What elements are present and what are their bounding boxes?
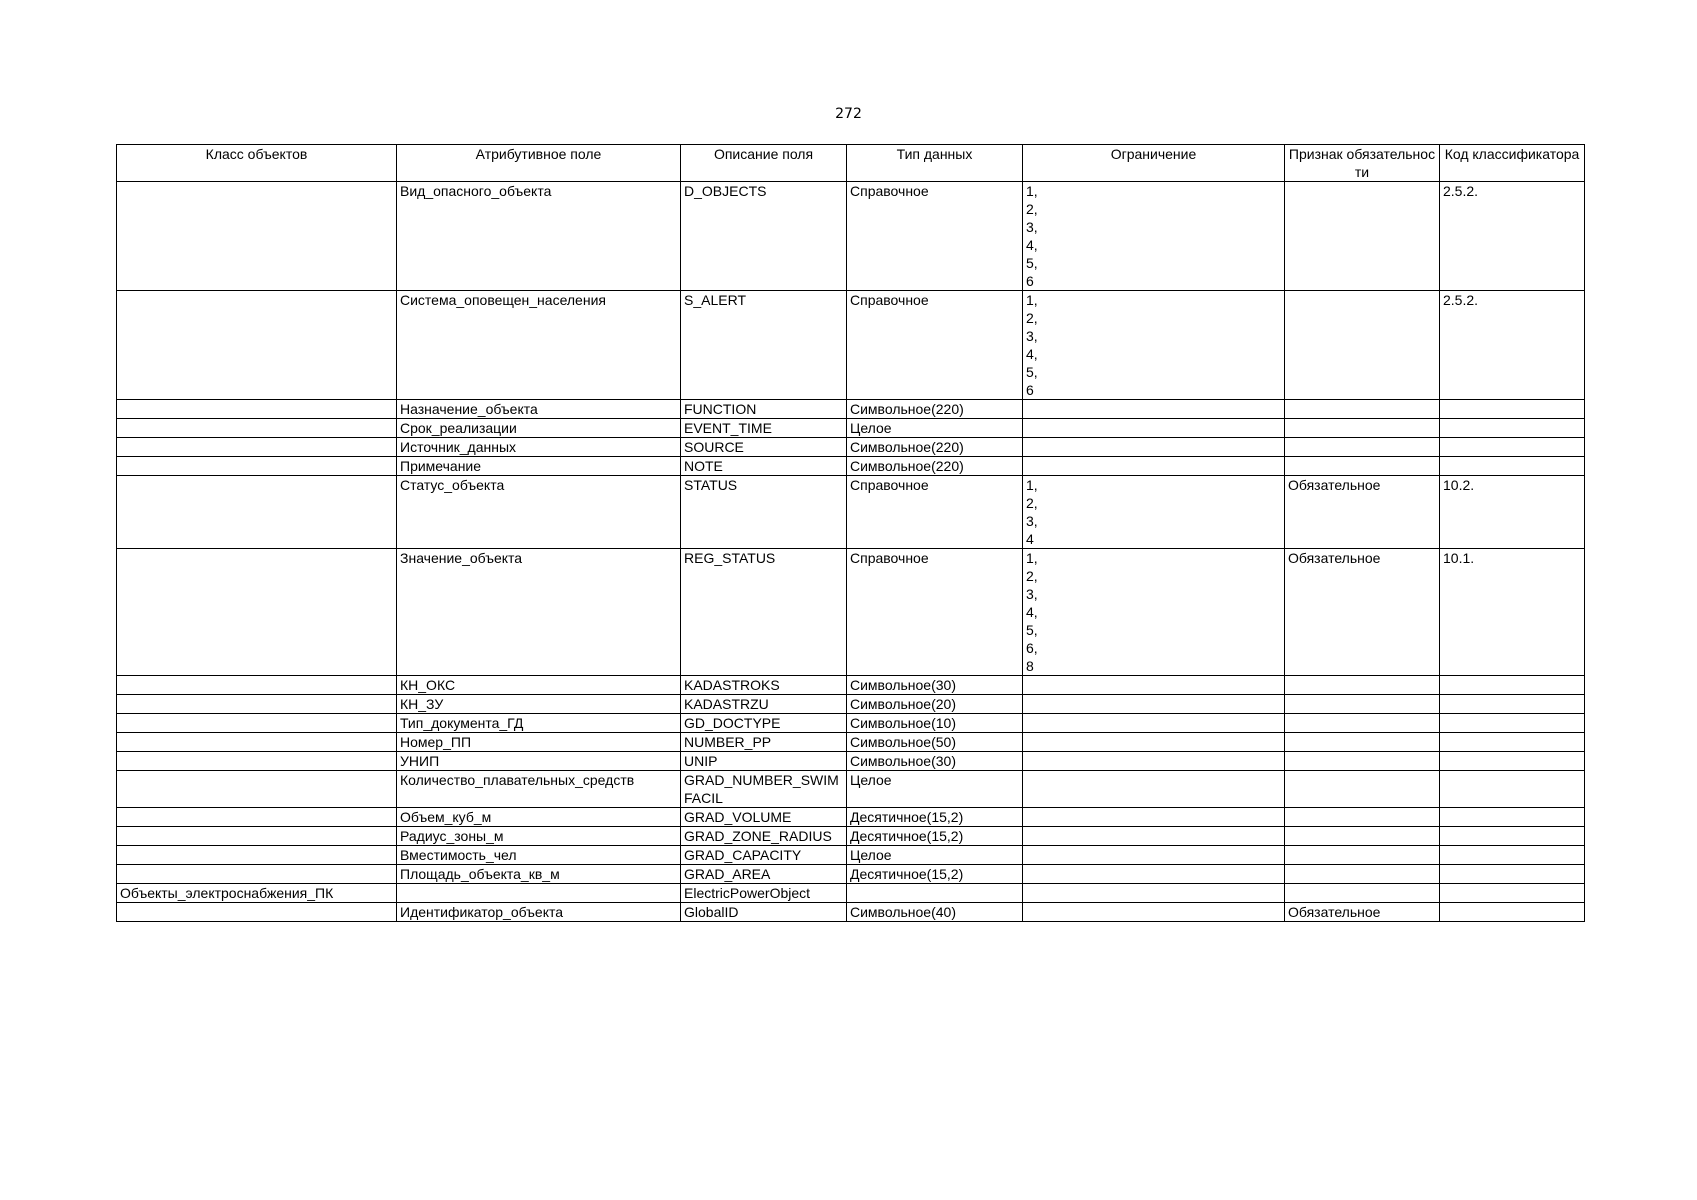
cell-classifier-code: [1440, 884, 1585, 903]
cell-data-type: Целое: [847, 846, 1023, 865]
cell-object-class: [117, 182, 397, 291]
cell-classifier-code: 2.5.2.: [1440, 182, 1585, 291]
cell-classifier-code: [1440, 714, 1585, 733]
cell-object-class: [117, 438, 397, 457]
cell-object-class: Объекты_электроснабжения_ПК: [117, 884, 397, 903]
table-row: [117, 676, 1585, 695]
cell-data-type: Символьное(10): [847, 714, 1023, 733]
table-body: [117, 182, 1585, 922]
cell-mandatory-flag: Обязательное: [1285, 549, 1440, 676]
cell-classifier-code: [1440, 752, 1585, 771]
cell-field-description: GRAD_VOLUME: [681, 808, 847, 827]
cell-constraint: [1023, 733, 1285, 752]
table-row: [117, 438, 1585, 457]
cell-attribute-field: КН_ЗУ: [397, 695, 681, 714]
cell-field-description: GRAD_ZONE_RADIUS: [681, 827, 847, 846]
cell-field-description: EVENT_TIME: [681, 419, 847, 438]
cell-attribute-field: Система_оповещен_населения: [397, 291, 681, 400]
cell-constraint: [1023, 676, 1285, 695]
table-row: [117, 714, 1585, 733]
cell-attribute-field: Номер_ПП: [397, 733, 681, 752]
cell-field-description: NOTE: [681, 457, 847, 476]
cell-field-description: SOURCE: [681, 438, 847, 457]
cell-mandatory-flag: [1285, 676, 1440, 695]
table-row: [117, 549, 1585, 676]
cell-field-description: NUMBER_PP: [681, 733, 847, 752]
cell-classifier-code: [1440, 827, 1585, 846]
table-row: [117, 827, 1585, 846]
cell-data-type: Символьное(30): [847, 676, 1023, 695]
cell-data-type: Справочное: [847, 182, 1023, 291]
page-number: 272: [835, 106, 862, 122]
cell-classifier-code: [1440, 865, 1585, 884]
cell-object-class: [117, 903, 397, 922]
table-row: [117, 419, 1585, 438]
cell-mandatory-flag: Обязательное: [1285, 903, 1440, 922]
cell-classifier-code: [1440, 676, 1585, 695]
cell-field-description: S_ALERT: [681, 291, 847, 400]
cell-constraint: [1023, 752, 1285, 771]
table-row: [117, 808, 1585, 827]
table-row: [117, 457, 1585, 476]
table-row: [117, 733, 1585, 752]
cell-field-description: GRAD_AREA: [681, 865, 847, 884]
cell-object-class: [117, 733, 397, 752]
cell-field-description: KADASTRZU: [681, 695, 847, 714]
cell-attribute-field: Срок_реализации: [397, 419, 681, 438]
cell-mandatory-flag: [1285, 182, 1440, 291]
cell-object-class: [117, 695, 397, 714]
table-row: [117, 752, 1585, 771]
header-object-class: Класс объектов: [117, 145, 397, 182]
cell-data-type: Символьное(40): [847, 903, 1023, 922]
table-header-row: [117, 145, 1585, 182]
header-field-description: Описание поля: [681, 145, 847, 182]
cell-object-class: [117, 419, 397, 438]
header-classifier-code: Код классификатора: [1440, 145, 1585, 182]
cell-constraint: [1023, 903, 1285, 922]
cell-attribute-field: Идентификатор_объекта: [397, 903, 681, 922]
cell-mandatory-flag: [1285, 714, 1440, 733]
cell-mandatory-flag: [1285, 695, 1440, 714]
cell-classifier-code: [1440, 808, 1585, 827]
cell-mandatory-flag: [1285, 884, 1440, 903]
cell-data-type: [847, 884, 1023, 903]
cell-field-description: GlobalID: [681, 903, 847, 922]
cell-constraint: [1023, 695, 1285, 714]
cell-object-class: [117, 865, 397, 884]
header-data-type: Тип данных: [847, 145, 1023, 182]
cell-data-type: Десятичное(15,2): [847, 865, 1023, 884]
cell-field-description: REG_STATUS: [681, 549, 847, 676]
table-row: [117, 476, 1585, 549]
cell-data-type: Справочное: [847, 476, 1023, 549]
cell-mandatory-flag: Обязательное: [1285, 476, 1440, 549]
cell-attribute-field: Объем_куб_м: [397, 808, 681, 827]
cell-mandatory-flag: [1285, 827, 1440, 846]
cell-field-description: STATUS: [681, 476, 847, 549]
cell-mandatory-flag: [1285, 457, 1440, 476]
cell-field-description: GRAD_NUMBER_SWIMFACIL: [681, 771, 847, 808]
cell-constraint: [1023, 438, 1285, 457]
cell-classifier-code: 10.2.: [1440, 476, 1585, 549]
cell-field-description: KADASTROKS: [681, 676, 847, 695]
cell-field-description: FUNCTION: [681, 400, 847, 419]
cell-data-type: Символьное(30): [847, 752, 1023, 771]
cell-object-class: [117, 476, 397, 549]
cell-constraint: [1023, 808, 1285, 827]
cell-classifier-code: [1440, 903, 1585, 922]
cell-object-class: [117, 846, 397, 865]
cell-object-class: [117, 808, 397, 827]
cell-attribute-field: Примечание: [397, 457, 681, 476]
cell-constraint: [1023, 714, 1285, 733]
cell-field-description: UNIP: [681, 752, 847, 771]
cell-mandatory-flag: [1285, 291, 1440, 400]
cell-field-description: GD_DOCTYPE: [681, 714, 847, 733]
cell-data-type: Целое: [847, 771, 1023, 808]
cell-object-class: [117, 827, 397, 846]
cell-mandatory-flag: [1285, 865, 1440, 884]
cell-constraint: 1, 2, 3, 4: [1023, 476, 1285, 549]
cell-constraint: 1, 2, 3, 4, 5, 6: [1023, 291, 1285, 400]
cell-object-class: [117, 291, 397, 400]
cell-attribute-field: Статус_объекта: [397, 476, 681, 549]
cell-data-type: Символьное(20): [847, 695, 1023, 714]
cell-attribute-field: УНИП: [397, 752, 681, 771]
cell-attribute-field: КН_ОКС: [397, 676, 681, 695]
cell-mandatory-flag: [1285, 438, 1440, 457]
cell-constraint: [1023, 419, 1285, 438]
cell-attribute-field: [397, 884, 681, 903]
cell-constraint: [1023, 400, 1285, 419]
cell-mandatory-flag: [1285, 733, 1440, 752]
header-mandatory-flag: Признак обязательности: [1285, 145, 1440, 182]
cell-data-type: Символьное(220): [847, 438, 1023, 457]
cell-classifier-code: 2.5.2.: [1440, 291, 1585, 400]
cell-object-class: [117, 752, 397, 771]
cell-attribute-field: Тип_документа_ГД: [397, 714, 681, 733]
cell-object-class: [117, 771, 397, 808]
cell-data-type: Справочное: [847, 549, 1023, 676]
cell-data-type: Целое: [847, 419, 1023, 438]
cell-object-class: [117, 676, 397, 695]
table-row: [117, 865, 1585, 884]
cell-attribute-field: Вид_опасного_объекта: [397, 182, 681, 291]
cell-classifier-code: [1440, 695, 1585, 714]
cell-constraint: [1023, 827, 1285, 846]
cell-classifier-code: [1440, 419, 1585, 438]
cell-attribute-field: Назначение_объекта: [397, 400, 681, 419]
cell-mandatory-flag: [1285, 771, 1440, 808]
cell-data-type: Символьное(220): [847, 400, 1023, 419]
cell-classifier-code: [1440, 733, 1585, 752]
cell-data-type: Справочное: [847, 291, 1023, 400]
cell-attribute-field: Вместимость_чел: [397, 846, 681, 865]
cell-mandatory-flag: [1285, 400, 1440, 419]
cell-attribute-field: Источник_данных: [397, 438, 681, 457]
cell-attribute-field: Площадь_объекта_кв_м: [397, 865, 681, 884]
cell-data-type: Символьное(220): [847, 457, 1023, 476]
cell-field-description: D_OBJECTS: [681, 182, 847, 291]
cell-constraint: [1023, 457, 1285, 476]
cell-data-type: Символьное(50): [847, 733, 1023, 752]
table-row: [117, 695, 1585, 714]
cell-classifier-code: [1440, 846, 1585, 865]
table-row: [117, 400, 1585, 419]
cell-object-class: [117, 549, 397, 676]
cell-field-description: GRAD_CAPACITY: [681, 846, 847, 865]
cell-constraint: 1, 2, 3, 4, 5, 6, 8: [1023, 549, 1285, 676]
cell-constraint: [1023, 884, 1285, 903]
table-row: [117, 182, 1585, 291]
cell-classifier-code: 10.1.: [1440, 549, 1585, 676]
cell-classifier-code: [1440, 771, 1585, 808]
cell-attribute-field: Значение_объекта: [397, 549, 681, 676]
cell-mandatory-flag: [1285, 808, 1440, 827]
cell-mandatory-flag: [1285, 846, 1440, 865]
table-row: [117, 846, 1585, 865]
cell-object-class: [117, 457, 397, 476]
cell-classifier-code: [1440, 438, 1585, 457]
cell-constraint: [1023, 771, 1285, 808]
table-row: [117, 903, 1585, 922]
cell-object-class: [117, 714, 397, 733]
cell-mandatory-flag: [1285, 419, 1440, 438]
header-attribute-field: Атрибутивное поле: [397, 145, 681, 182]
table-row: [117, 291, 1585, 400]
header-constraint: Ограничение: [1023, 145, 1285, 182]
cell-field-description: ElectricPowerObject: [681, 884, 847, 903]
table-row: [117, 771, 1585, 808]
cell-data-type: Десятичное(15,2): [847, 808, 1023, 827]
cell-constraint: [1023, 846, 1285, 865]
cell-attribute-field: Количество_плавательных_средств: [397, 771, 681, 808]
cell-constraint: 1, 2, 3, 4, 5, 6: [1023, 182, 1285, 291]
cell-object-class: [117, 400, 397, 419]
cell-attribute-field: Радиус_зоны_м: [397, 827, 681, 846]
cell-classifier-code: [1440, 400, 1585, 419]
table-row: [117, 884, 1585, 903]
cell-classifier-code: [1440, 457, 1585, 476]
cell-mandatory-flag: [1285, 752, 1440, 771]
cell-data-type: Десятичное(15,2): [847, 827, 1023, 846]
cell-constraint: [1023, 865, 1285, 884]
attribute-table: [116, 144, 1585, 922]
